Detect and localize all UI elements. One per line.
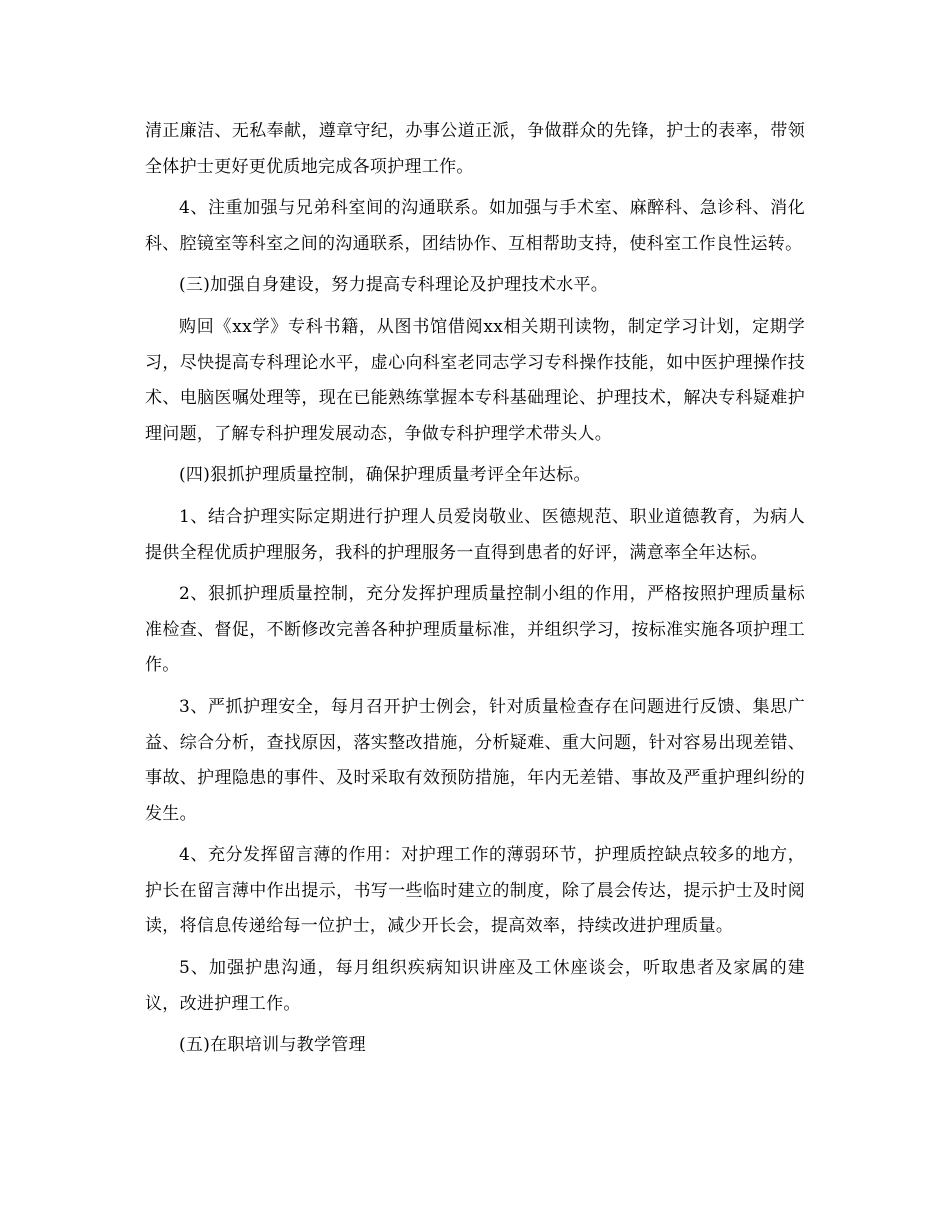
paragraph-10: 5、加强护患沟通，每月组织疾病知识讲座及工休座谈会，听取患者及家属的建议，改进护理工作。 bbox=[145, 958, 805, 1014]
paragraph-4: 购回《xx学》专科书籍，从图书馆借阅xx相关期刊读物，制定学习计划，定期学习，尽快提高专科理论水平，虚心向科室老同志学习专科操作技能，如中医护理操作技术、电脑医嘱处理等，现在已能熟练掌握本专科基础理论、护理技术，解决专科疑难护理问题，了解专科护理发展动态，争做专科护理学术带头人。 bbox=[145, 316, 805, 444]
paragraph-8: 3、严抓护理安全，每月召开护士例会，针对质量检查存在问题进行反馈、集思广益、综合分析，查找原因，落实整改措施，分析疑难、重大问题，针对容易出现差错、事故、护理隐患的事件、及时采取有效预防措施，年内无差错、事故及严重护理纠纷的发生。 bbox=[145, 696, 805, 824]
paragraph-6: 1、结合护理实际定期进行护理人员爱岗敬业、医德规范、职业道德教育，为病人提供全程优质护理服务，我科的护理服务一直得到患者的好评，满意率全年达标。 bbox=[145, 506, 805, 563]
section-heading-5: (五)在职培训与教学管理 bbox=[179, 1035, 366, 1056]
paragraph-9: 4、充分发挥留言薄的作用：对护理工作的薄弱环节，护理质控缺点较多的地方，护长在留言薄中作出提示，书写一些临时建立的制度，除了晨会传达，提示护士及时阅读，将信息传递给每一位护士，减少开长会，提高效率，持续改进护理质量。 bbox=[145, 845, 805, 937]
section-heading-4: (四)狠抓护理质量控制，确保护理质量考评全年达标。 bbox=[179, 465, 591, 486]
section-heading-3: (三)加强自身建设，努力提高专科理论及护理技术水平。 bbox=[179, 275, 609, 296]
document-page bbox=[145, 114, 805, 1070]
paragraph-2: 4、注重加强与兄弟科室间的沟通联系。如加强与手术室、麻醉科、急诊科、消化科、腔镜室等科室之间的沟通联系，团结协作、互相帮助支持，使科室工作良性运转。 bbox=[145, 198, 805, 254]
paragraph-7: 2、狠抓护理质量控制，充分发挥护理质量控制小组的作用，严格按照护理质量标准检查、督促，不断修改完善各种护理质量标准，并组织学习，按标准实施各项护理工作。 bbox=[145, 584, 805, 676]
paragraph-1: 清正廉洁、无私奉献，遵章守纪，办事公道正派，争做群众的先锋，护士的表率，带领全体护士更好更优质地完成各项护理工作。 bbox=[145, 121, 805, 177]
